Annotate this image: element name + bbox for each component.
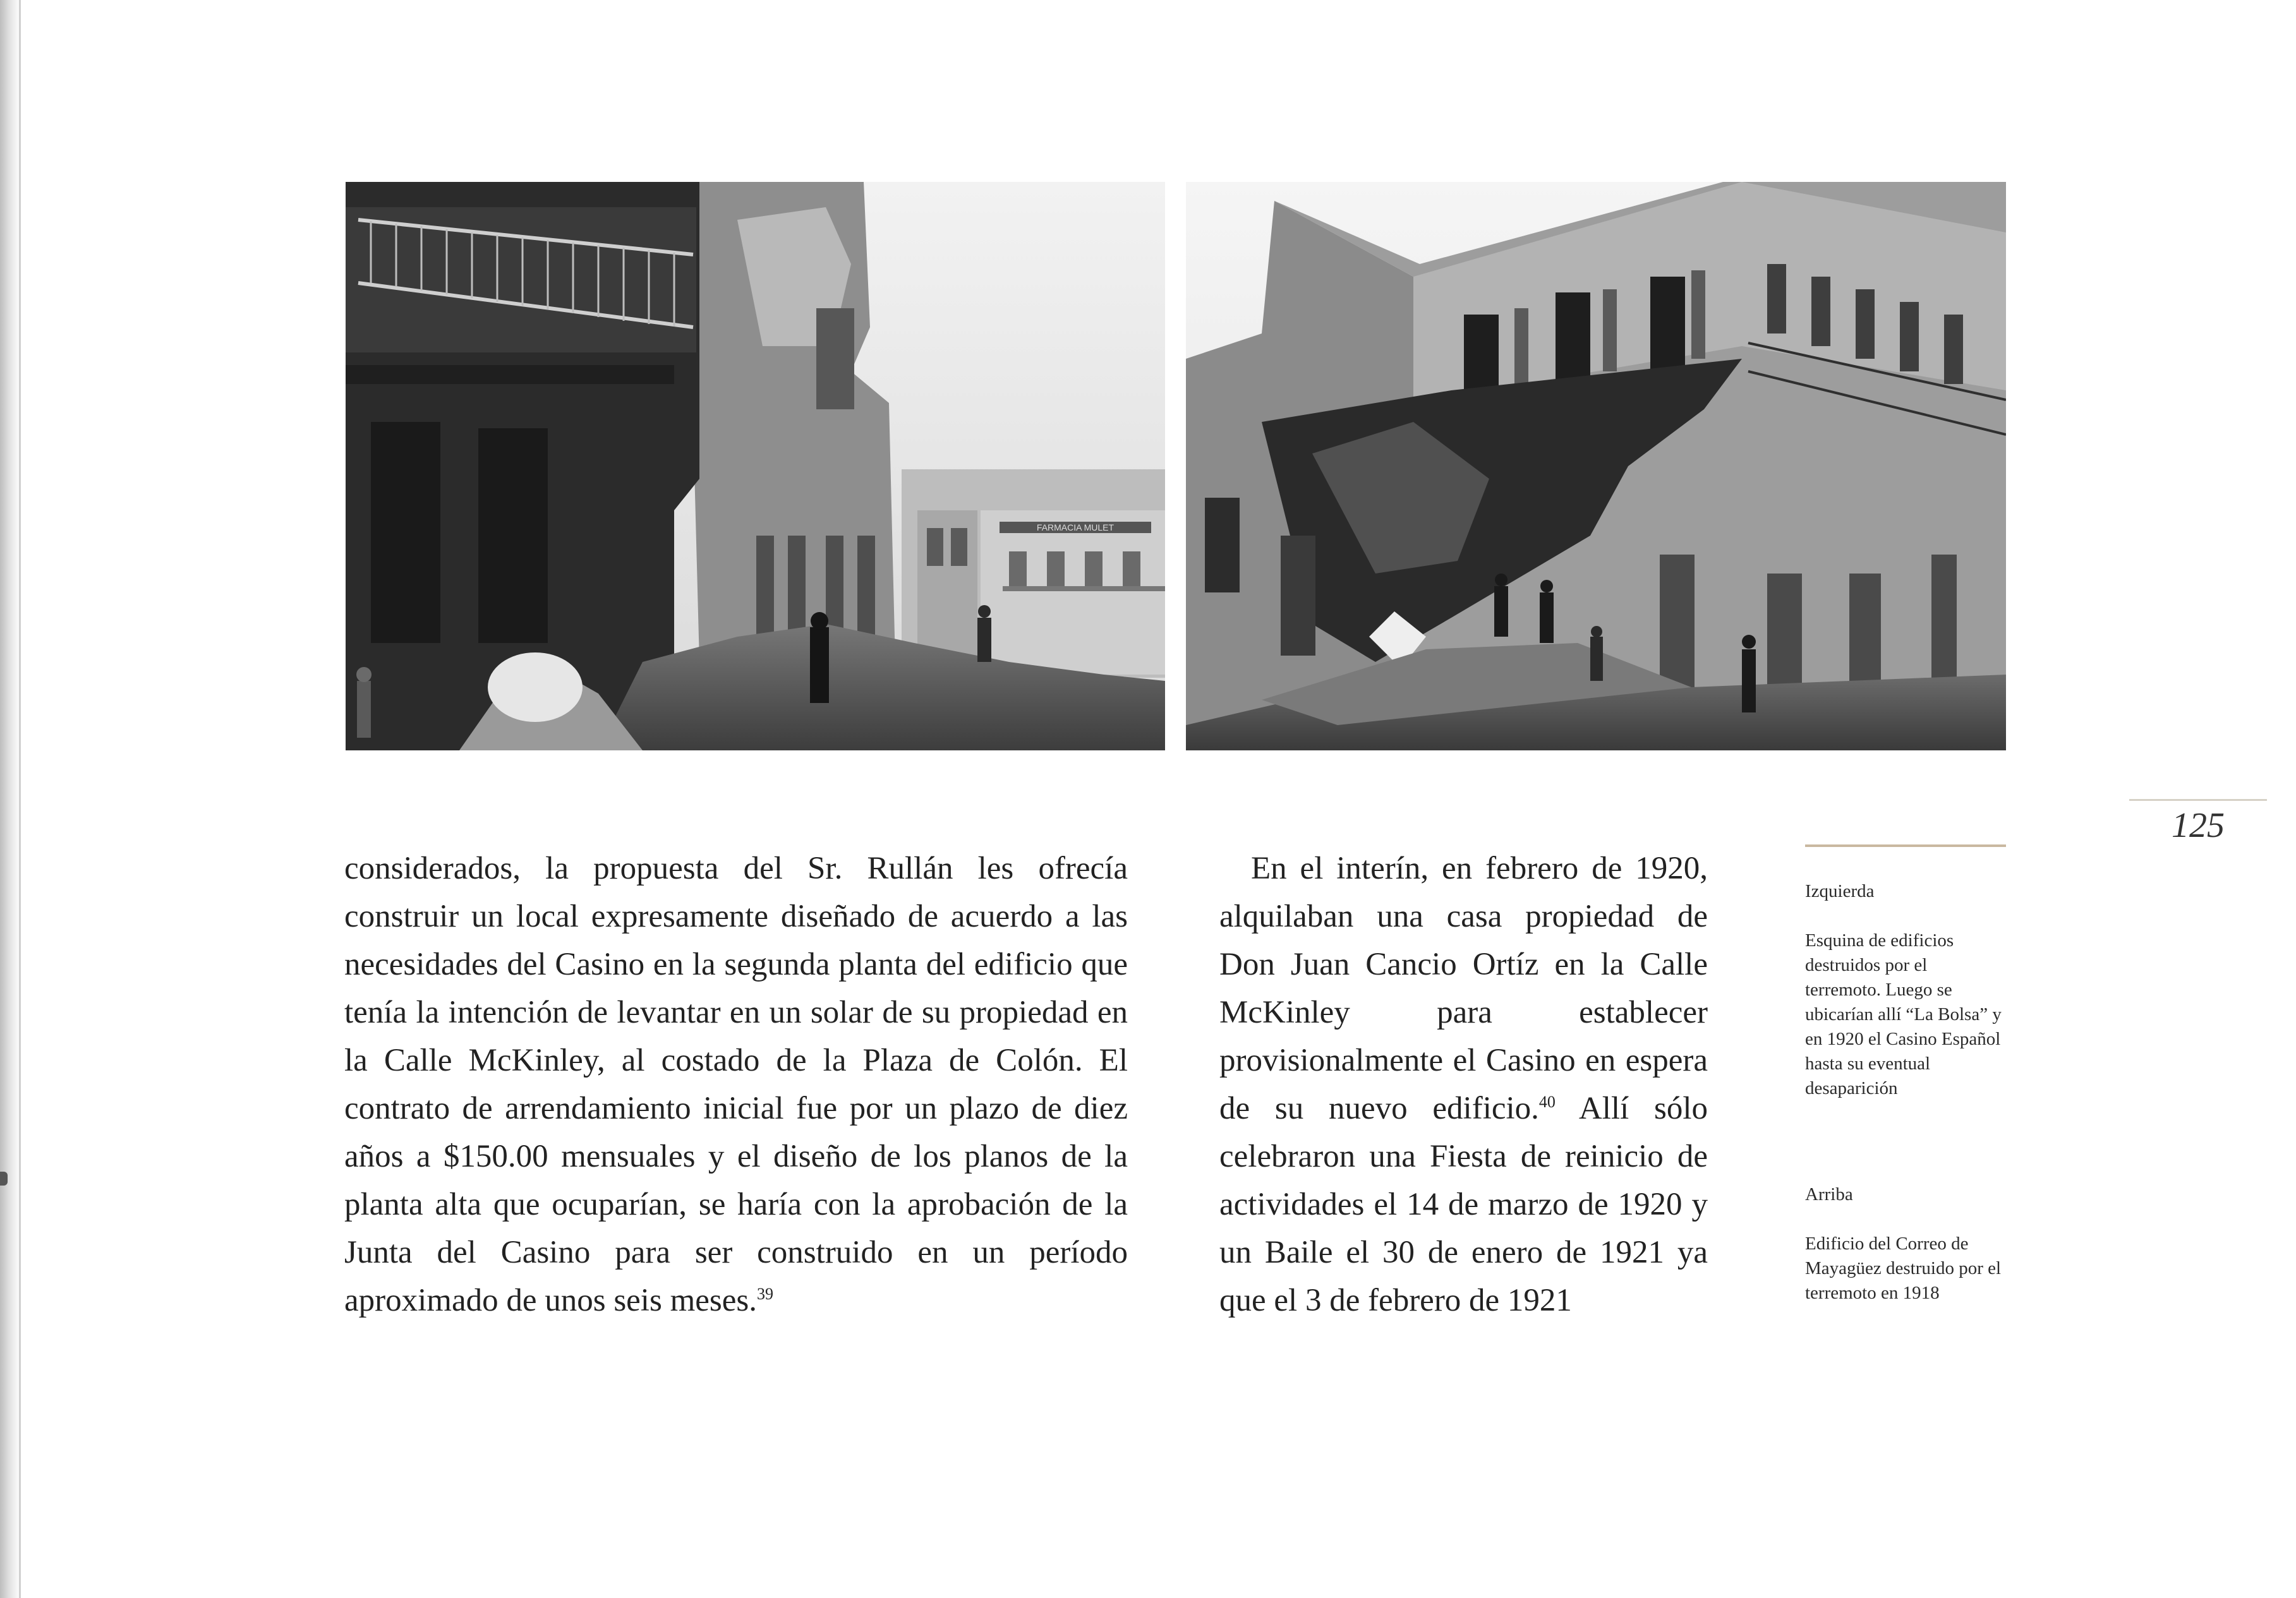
binding-mark <box>0 1172 8 1186</box>
page-number: 125 <box>2172 806 2225 845</box>
caption-rule <box>1805 844 2006 847</box>
footnote-ref-40: 40 <box>1538 1093 1556 1111</box>
page-edge-line <box>19 0 21 1598</box>
farmacia-sign: FARMACIA MULET <box>1036 522 1115 532</box>
middle-column-paragraph <box>1219 844 1708 1325</box>
middle-column-text-a: En el interín, en febrero de 1920, alquilaban una casa propiedad de Don Juan Cancio Ortíz en la Calle McKinley para establecer provisionalmente el Casino en espera de su nuevo edificio. <box>1219 851 1708 1126</box>
page-number-rule <box>2129 799 2267 801</box>
photo-collapsed-street <box>346 182 1165 750</box>
middle-column-text-b: Allí sólo celebraron una Fiesta de reinicio de actividades el 14 de marzo de 1920 y un Baile el 30 de enero de 1921 ya que el 3 de febrero de 1921 <box>1219 1091 1708 1318</box>
left-column-paragraph <box>344 844 1128 1325</box>
caption-text-izquierda: Esquina de edificios destruidos por el terremoto. Luego se ubicarían allí “La Bolsa” y en 1920 el Casino Español hasta su eventual desaparición <box>1805 930 2002 1098</box>
caption-label-izquierda: Izquierda <box>1805 881 1875 901</box>
photo-left-image <box>346 182 1165 750</box>
body-text-middle-column <box>1219 844 1708 1325</box>
body-text-left-column <box>344 844 1128 1325</box>
footnote-ref-39: 39 <box>756 1285 773 1303</box>
photo-right-image <box>1186 182 2006 750</box>
page-gutter-shadow <box>0 0 21 1598</box>
photo-post-office-ruins <box>1186 182 2006 750</box>
caption-text-arriba: Edificio del Correo de Mayagüez destruido por el terremoto en 1918 <box>1805 1234 2002 1303</box>
left-column-text: considerados, la propuesta del Sr. Rullán les ofrecía construir un local expresamente diseñado de acuerdo a las necesidades del Casino en la segunda planta del edificio que tenía la intención de levantar en un solar de su propiedad en la Calle McKinley, al costado de la Plaza de Colón. El contrato de arrendamiento inicial fue por un plazo de diez años a $150.00 mensuales y el diseño de los planos de la planta alta que ocuparían, se haría con la aprobación de la Junta del Casino para ser construido en un período aproximado de unos seis meses. <box>344 851 1128 1318</box>
caption-label-arriba: Arriba <box>1805 1184 1853 1205</box>
